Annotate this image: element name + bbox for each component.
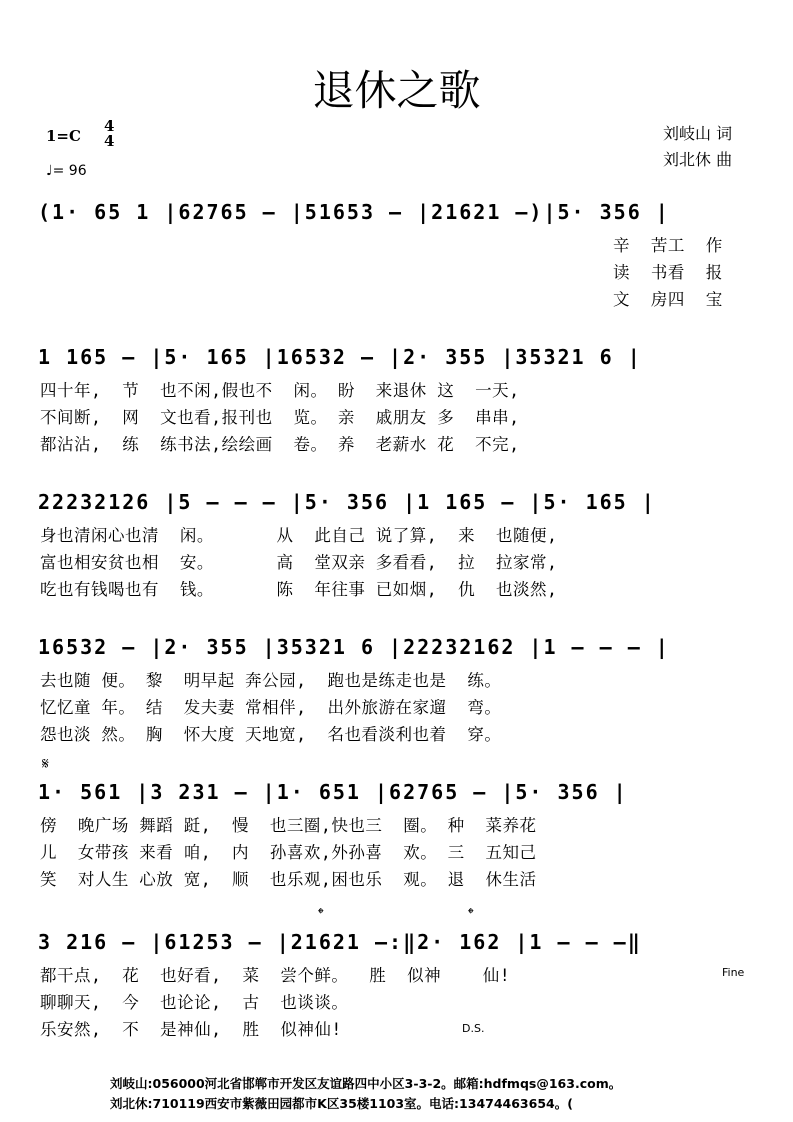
lyric-line-1: 辛 苦工 作 <box>613 236 723 255</box>
footer-contact-2: 刘北休:710119西安市紫薇田园都市K区35楼1103室。电话:13474463654。( <box>110 1096 573 1111</box>
lyric-line-1: 身也清闲心也清 闲。 从 此自己 说了算, 来 也随便, <box>40 526 558 545</box>
lyricist-credit: 刘岐山 词 <box>663 124 733 143</box>
lyric-line-1: 去也随 便。 黎 明早起 奔公园, 跑也是练走也是 练。 <box>40 671 502 690</box>
lyric-line-1: 傍 晚广场 舞蹈 跹, 慢 也三圈,快也三 圈。 种 菜养花 <box>40 816 537 835</box>
lyric-line-1: 四十年, 节 也不闲,假也不 闲。 盼 来退休 这 一天, <box>40 381 520 400</box>
notation-line: 22232126 |5 – – – |5· 356 |1 165 – |5· 165 | <box>38 490 656 514</box>
lyric-line-3: 笑 对人生 心放 宽, 顺 也乐观,困也乐 观。 退 休生活 <box>40 870 537 889</box>
lyric-line-2: 忆忆童 年。 结 发夫妻 常相伴, 出外旅游在家遛 弯。 <box>40 698 502 717</box>
segno-sign: 𝄋 <box>42 754 49 773</box>
notation-line: 3 216 – |61253 – |21621 –:‖2· 162 |1 – – –‖ <box>38 930 642 954</box>
footer-contact-1: 刘岐山:056000河北省邯郸市开发区友谊路四中小区3-3-2。邮箱:hdfmqs@163.com。 <box>110 1076 622 1091</box>
lyric-line-2: 聊聊天, 今 也论论, 古 也谈谈。 <box>40 993 349 1012</box>
time-sig-bottom: 4 <box>104 132 115 150</box>
lyric-line-2: 不间断, 网 文也看,报刊也 览。 亲 戚朋友 多 串串, <box>40 408 520 427</box>
notation-line: 1 165 – |5· 165 |16532 – |2· 355 |35321 6 | <box>38 345 642 369</box>
lyric-line-2: 儿 女带孩 来看 咱, 内 孙喜欢,外孙喜 欢。 三 五知己 <box>40 843 537 862</box>
fine-marking: Fine <box>722 966 745 979</box>
key-signature: 1=C <box>46 127 81 145</box>
coda-sign: 𝄌 <box>318 904 324 923</box>
lyric-line-3: 乐安然, 不 是神仙, 胜 似神仙! <box>40 1020 342 1039</box>
time-sig-top: 4 <box>104 117 115 135</box>
lyric-line-3: 都沾沾, 练 练书法,绘绘画 卷。 养 老薪水 花 不完, <box>40 435 520 454</box>
time-signature <box>104 119 114 149</box>
composer-credit: 刘北休 曲 <box>663 150 733 169</box>
tempo-marking: ♩= 96 <box>46 163 87 179</box>
lyric-line-1: 都干点, 花 也好看, 菜 尝个鲜。 胜 似神 仙! <box>40 966 511 985</box>
lyric-line-3: 怨也淡 然。 胸 怀大度 天地宽, 名也看淡利也着 穿。 <box>40 725 502 744</box>
ds-marking: D.S. <box>462 1022 485 1035</box>
coda-sign: 𝄌 <box>468 904 474 923</box>
lyric-line-2: 读 书看 报 <box>613 263 723 282</box>
song-title: 退休之歌 <box>312 66 481 115</box>
notation-line: 16532 – |2· 355 |35321 6 |22232162 |1 – – – | <box>38 635 670 659</box>
notation-line: (1· 65 1 |62765 – |51653 – |21621 –)|5· 356 | <box>38 200 670 224</box>
lyric-line-2: 富也相安贫也相 安。 高 堂双亲 多看看, 拉 拉家常, <box>40 553 558 572</box>
notation-line: 1· 561 |3 231 – |1· 651 |62765 – |5· 356 | <box>38 780 628 804</box>
lyric-line-3: 吃也有钱喝也有 钱。 陈 年往事 已如烟, 仇 也淡然, <box>40 580 558 599</box>
lyric-line-3: 文 房四 宝 <box>613 290 723 309</box>
